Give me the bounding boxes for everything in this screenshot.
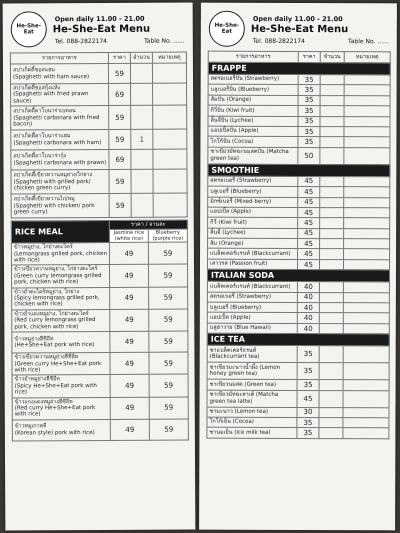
item-name: สปาเก็ตตี้คาโบนาร่าเบคอน (Spaghetti carbonara with fried bacon)	[11, 106, 109, 131]
note-cell[interactable]	[343, 346, 389, 363]
note-cell[interactable]	[343, 260, 389, 271]
blueberry-price[interactable]: 59	[149, 397, 188, 419]
item-name: ข้าวหมูย่างฮีชีอีท (He+She+Eat pork with rice)	[12, 332, 110, 354]
drink-row	[207, 417, 389, 428]
drink-row	[208, 74, 390, 85]
rice-meal-row	[12, 287, 188, 310]
spaghetti-row	[11, 83, 187, 106]
drinks-table	[206, 51, 390, 439]
spaghetti-row	[11, 149, 187, 170]
col-qty: จำนวน	[320, 52, 344, 63]
drink-price: 45	[298, 207, 320, 217]
section-title: ITALIAN SODA	[207, 269, 389, 282]
blueberry-price[interactable]: 59	[149, 331, 188, 352]
drink-name: ส้มปั่น (Orange)	[208, 95, 298, 106]
drink-price: 40	[297, 282, 319, 292]
rice-meal-row	[11, 264, 187, 287]
spaghetti-row	[10, 63, 186, 84]
drink-row	[207, 362, 389, 380]
drink-price: 35	[298, 106, 320, 116]
qty-cell[interactable]	[319, 282, 343, 292]
item-name: ข้าวยำหมูย่างฮีชีอีท (Spicy He+She+Eat pork with rice)	[12, 375, 110, 398]
jasmine-price[interactable]: 49	[110, 375, 149, 397]
jasmine-price[interactable]: 49	[110, 309, 149, 331]
spaghetti-row	[11, 193, 187, 218]
note-cell[interactable]	[344, 208, 390, 219]
drink-row	[207, 407, 389, 418]
item-price: 69	[109, 150, 131, 170]
blueberry-price[interactable]: 59	[148, 264, 187, 286]
note-cell[interactable]	[343, 303, 389, 314]
note-cell[interactable]	[344, 249, 390, 260]
drink-row	[208, 85, 390, 96]
drink-name: แอปเปิ้ล (Apple)	[208, 207, 298, 218]
drink-name: กีวี่ปั่น (Kiwi fruit)	[208, 105, 298, 116]
drink-price: 40	[297, 323, 319, 333]
drink-name: ชานมเย็น (Ice milk tea)	[207, 428, 297, 439]
note-cell[interactable]	[344, 95, 390, 106]
drink-name: ชาเขียวนมสด (Green tea)	[207, 379, 297, 390]
note-cell[interactable]	[344, 218, 390, 229]
note-cell[interactable]	[344, 197, 390, 208]
drink-name: บลูเบอรี่ (Blueberry)	[207, 302, 297, 313]
drink-price: 35	[297, 363, 319, 380]
drink-name: สตรอเบอรี่ปั่น (Strawberry)	[208, 74, 298, 85]
qty-cell[interactable]	[319, 346, 343, 363]
drink-name: มิกซ์เบอรี่ (Mixed berry)	[208, 197, 298, 208]
qty-cell[interactable]	[319, 407, 343, 417]
drink-name: ลิ้นจี่ (Lychee)	[208, 228, 298, 239]
drink-row	[208, 249, 390, 260]
qty-cell[interactable]	[131, 83, 153, 105]
drink-price: 35	[297, 417, 319, 427]
col-qty: จำนวน	[130, 52, 152, 63]
qty-cell[interactable]	[319, 380, 343, 390]
qty-cell[interactable]	[319, 363, 343, 380]
note-cell[interactable]	[343, 292, 389, 303]
note-cell[interactable]	[344, 239, 390, 250]
drink-name: ชาเขียวมัทฉะลาเต้ (Matcha green tea latte)	[207, 390, 297, 407]
qty-cell[interactable]	[319, 313, 343, 323]
section-title: ICE TEA	[207, 333, 389, 346]
note-cell[interactable]	[343, 323, 389, 334]
drink-price: 45	[298, 176, 320, 186]
note-cell[interactable]	[344, 116, 390, 127]
note-cell[interactable]	[153, 149, 187, 169]
drink-row	[207, 345, 389, 363]
drink-name: ส้ม (Orange)	[208, 238, 298, 249]
note-cell[interactable]	[152, 63, 186, 83]
note-cell[interactable]	[344, 228, 390, 239]
drink-price: 30	[297, 407, 319, 417]
item-name: ข้าวแกงแดงหมูย่างฮีชีอีท (Red curry He+She+Eat pork with rice)	[12, 397, 110, 420]
drink-row	[208, 147, 390, 165]
blueberry-rice-header: Blueberry (purple rice)	[148, 229, 187, 242]
note-cell[interactable]	[344, 176, 390, 187]
drink-price: 45	[298, 187, 320, 197]
qty-cell[interactable]	[320, 197, 344, 207]
drink-price: 45	[298, 249, 320, 259]
blueberry-price[interactable]: 59	[149, 374, 188, 396]
column-header-row	[208, 51, 390, 63]
drink-name: แบล็คเคอร์แรนท์ (Blackcurrant)	[207, 281, 297, 292]
drink-row	[208, 186, 390, 197]
qty-cell[interactable]	[320, 116, 344, 126]
menu-header	[3, 3, 193, 46]
qty-cell[interactable]	[131, 169, 153, 193]
item-name: ข้าวเขียวหวานหมูย่าง, ไก่ย่างตะไคร้ (Green curry lemongrass grilled pork, chicken with rice)	[11, 265, 109, 288]
section-title: SMOOTHIE	[208, 164, 390, 177]
qty-cell[interactable]	[319, 292, 343, 302]
note-cell[interactable]	[343, 390, 389, 407]
qty-cell[interactable]	[319, 418, 343, 428]
col-item: รายการอาหาร	[208, 51, 298, 62]
drink-row	[207, 259, 389, 270]
item-name: สปาเก็ตตี้เขียวหวานหมูย่าง/ไก่ย่าง (Spaghetti with grilled pork/ chicken green curry)	[11, 170, 109, 195]
menu-title: He-She-Eat Menu	[250, 23, 349, 36]
blueberry-price[interactable]: 59	[149, 287, 188, 309]
drink-price: 45	[298, 228, 320, 238]
rice-meal-row	[12, 374, 188, 397]
drink-name: กีวี่ (Kiwi fruit)	[208, 217, 298, 228]
rice-meal-row	[12, 352, 188, 375]
restaurant-logo-icon: He-She-Eat	[209, 11, 245, 47]
menu-title: He-She-Eat Menu	[52, 23, 151, 36]
note-cell[interactable]	[153, 193, 187, 217]
item-price: 59	[108, 63, 130, 83]
phone-number: Tel. 088-2822174	[54, 37, 108, 46]
drink-price: 45	[298, 239, 320, 249]
note-cell[interactable]	[153, 169, 187, 193]
drink-row	[207, 292, 389, 303]
qty-cell[interactable]	[320, 137, 344, 147]
blueberry-price[interactable]: 59	[149, 352, 188, 374]
section-header	[208, 164, 390, 177]
section-header	[208, 62, 390, 75]
drink-row	[208, 126, 390, 137]
drink-name: สตรอเบอรี่ (Strawberry)	[208, 176, 298, 187]
qty-cell[interactable]	[319, 323, 343, 333]
item-price: 69	[109, 83, 131, 105]
item-name: ข้าวยำตะไคร้หมูย่าง, ไก่ย่าง (Spicy lemongrass grilled pork, chicken with rice)	[12, 287, 110, 310]
qty-cell[interactable]	[320, 249, 344, 259]
note-cell[interactable]	[344, 106, 390, 117]
drink-row	[208, 207, 390, 218]
qty-cell[interactable]	[131, 193, 153, 217]
note-cell[interactable]	[153, 83, 187, 105]
item-name: สปาเก็ตตี้คาโบนาร่าแฮม (Spaghetti carbonara with ham)	[11, 130, 109, 151]
drink-price: 35	[298, 74, 320, 84]
spaghetti-row	[11, 105, 187, 130]
item-name: สปาเก็ตตี้คาโบนาร่ากุ้ง (Spaghetti carbonara with prawn)	[11, 150, 109, 171]
qty-cell[interactable]	[320, 106, 344, 116]
jasmine-price[interactable]: 49	[110, 287, 149, 309]
section-header	[207, 269, 389, 282]
qty-cell[interactable]	[319, 428, 343, 438]
item-price: 59	[109, 194, 131, 218]
drink-price: 45	[297, 259, 319, 269]
drink-price: 35	[297, 380, 319, 390]
drink-name: โกโก้เย็น (Cocoa)	[207, 417, 297, 428]
item-name: สปาเก็ตตี้ซอสกุ้งแห้ง (Spaghetti with fried prawn sauce)	[11, 83, 109, 106]
blueberry-price[interactable]: 59	[149, 419, 188, 440]
table-number-field[interactable]: Table No. ......	[144, 37, 185, 45]
qty-cell[interactable]	[320, 176, 344, 186]
rice-meal-row	[12, 309, 188, 332]
drink-name: ชาเขียวมะนาวน้ำผึ้ง (Lemon honey green tea)	[207, 362, 297, 379]
jasmine-price[interactable]: 49	[109, 265, 148, 287]
drink-row	[208, 137, 390, 148]
drink-name: ชามะนาว (Lemon tea)	[207, 407, 297, 418]
drink-name: แอปเปิ้ลปั่น (Apple)	[208, 126, 298, 137]
drink-name: แบล็คเคอร์แรนท์ (Blackcurrant)	[208, 249, 298, 260]
jasmine-price[interactable]: 49	[110, 331, 149, 352]
item-price: 59	[109, 130, 131, 150]
drink-price: 35	[298, 95, 320, 105]
drink-row	[208, 105, 390, 116]
drink-row	[208, 197, 390, 208]
note-cell[interactable]	[343, 282, 389, 293]
drink-row	[207, 313, 389, 324]
drink-row	[208, 217, 390, 228]
spaghetti-row	[11, 169, 187, 194]
rice-price-header: ราคา / จานละ	[109, 220, 187, 229]
drink-name: โกโก้ปั่น (Cocoa)	[208, 137, 298, 148]
qty-cell[interactable]	[131, 105, 153, 129]
jasmine-rice-header: Jasmine rice (white rice)	[109, 229, 148, 242]
drink-name: แอปเปิ้ล (Apple)	[207, 313, 297, 324]
qty-cell[interactable]	[320, 218, 344, 228]
item-name: ข้าวยำแดงหมูย่าง, ไก่ย่างตะไคร้ (Red curry lemongrass grilled pork, chicken with rice)	[12, 309, 110, 332]
drink-price: 35	[298, 126, 320, 136]
note-cell[interactable]	[344, 85, 390, 96]
qty-cell[interactable]	[319, 259, 343, 269]
item-name: ข้าวหมูย่าง, ไก่ย่างตะไคร้ (Lemongrass grilled pork, chicken with rice)	[11, 243, 109, 266]
drink-row	[207, 281, 389, 292]
drink-row	[208, 95, 390, 106]
drink-name: ชาเขียวมัทฉะนมสดปั่น (Matcha green tea)	[208, 147, 298, 164]
drink-name: บลูเบอรี่ปั่น (Blueberry)	[208, 85, 298, 96]
drink-row	[207, 379, 389, 390]
jasmine-price[interactable]: 49	[110, 352, 149, 374]
qty-cell[interactable]	[319, 390, 343, 407]
drink-price: 35	[298, 85, 320, 95]
drink-name: สตรอเบอรี่ (Strawberry)	[207, 292, 297, 303]
note-cell[interactable]	[343, 313, 389, 324]
drink-price: 45	[298, 218, 320, 228]
jasmine-price[interactable]: 49	[109, 242, 148, 264]
note-cell[interactable]	[343, 380, 389, 391]
drink-price: 50	[298, 147, 320, 164]
col-price: ราคา	[298, 51, 320, 62]
rice-meal-title: RICE MEAL	[11, 221, 109, 244]
qty-cell[interactable]	[320, 147, 344, 164]
col-note: หมายเหตุ	[152, 52, 186, 63]
drink-price: 45	[298, 197, 320, 207]
note-cell[interactable]	[343, 363, 389, 380]
note-cell[interactable]	[344, 137, 390, 148]
jasmine-price[interactable]: 49	[110, 419, 149, 440]
drink-row	[208, 176, 390, 187]
table-number-field[interactable]: Table No. ......	[348, 38, 389, 46]
drink-row	[207, 390, 389, 408]
drink-name: เสาวรส (Passion fruit)	[207, 259, 297, 270]
col-price: ราคา	[108, 52, 130, 63]
blueberry-price[interactable]: 59	[149, 309, 188, 331]
note-cell[interactable]	[344, 75, 390, 86]
spaghetti-table	[10, 52, 188, 219]
drink-row	[207, 302, 389, 313]
restaurant-logo-icon: He-She-Eat	[11, 11, 47, 47]
note-cell[interactable]	[153, 129, 187, 149]
section-title: FRAPPE	[208, 62, 390, 75]
item-name: ข้าวเขียวหวานหมูย่างฮีชีอีท (Green curry He+She+Eat pork with rice)	[12, 353, 110, 376]
jasmine-price[interactable]: 49	[110, 397, 149, 419]
qty-cell[interactable]	[131, 149, 153, 169]
rice-header-row	[11, 220, 187, 230]
menu-sheet-left	[3, 3, 196, 531]
drink-price: 35	[298, 137, 320, 147]
opening-hours: Open daily 11.00 - 21.00	[252, 14, 343, 24]
note-cell[interactable]	[344, 187, 390, 198]
note-cell[interactable]	[344, 147, 390, 164]
qty-cell[interactable]: 1	[131, 129, 153, 149]
qty-cell[interactable]	[320, 127, 344, 137]
spaghetti-row	[11, 129, 187, 150]
drink-row	[207, 428, 389, 439]
drink-price: 35	[297, 346, 319, 363]
note-cell[interactable]	[343, 418, 389, 429]
rice-meal-row	[12, 397, 188, 420]
drink-name: ลิ้นจี่ปั่น (Lychee)	[208, 116, 298, 127]
drink-price: 35	[297, 428, 319, 438]
section-header	[207, 333, 389, 346]
drink-name: ชาแบล็คเคอร์แรนท์ (Blackcurrant tea)	[207, 345, 297, 362]
drink-price: 40	[297, 292, 319, 302]
column-header-row	[10, 52, 186, 64]
rice-meal-row	[12, 331, 188, 353]
drink-price: 40	[297, 313, 319, 323]
drink-name: บลูเบอรี่ (Blueberry)	[208, 186, 298, 197]
item-name: สปาเก็ตตี้เขียวหวานไก่/หมู (Spaghetti with chicken/ pork green curry)	[11, 194, 109, 219]
drink-row	[207, 323, 389, 334]
drink-price: 40	[297, 303, 319, 313]
qty-cell[interactable]	[320, 95, 344, 105]
drink-price: 35	[298, 116, 320, 126]
qty-cell[interactable]	[320, 85, 344, 95]
col-note: หมายเหตุ	[344, 52, 390, 63]
item-name: สปาเก็ตตี้ซอสแฮม (Spaghetti with ham sauce)	[10, 63, 108, 84]
item-name: ข้าวหมูเกาหลี (Korean style) pork with rice)	[12, 419, 110, 441]
item-price: 59	[109, 170, 131, 194]
drink-row	[208, 116, 390, 127]
note-cell[interactable]	[344, 127, 390, 138]
drink-row	[208, 238, 390, 249]
qty-cell[interactable]	[320, 239, 344, 249]
qty-cell[interactable]	[319, 303, 343, 313]
note-cell[interactable]	[343, 407, 389, 418]
phone-number: Tel. 088-2822174	[252, 37, 305, 46]
drink-price: 45	[297, 390, 319, 407]
qty-cell[interactable]	[320, 228, 344, 238]
qty-cell[interactable]	[130, 63, 152, 83]
item-price: 59	[109, 106, 131, 130]
drink-row	[208, 228, 390, 239]
qty-cell[interactable]	[320, 207, 344, 217]
menu-header	[201, 3, 397, 46]
qty-cell[interactable]	[320, 187, 344, 197]
drink-name: บลูฮาวาย (Blue Hawaii)	[207, 323, 297, 334]
rice-meal-row	[12, 419, 188, 441]
rice-meal-row	[11, 242, 187, 265]
note-cell[interactable]	[343, 428, 389, 439]
col-item: รายการอาหาร	[10, 52, 108, 64]
qty-cell[interactable]	[320, 75, 344, 85]
blueberry-price[interactable]: 59	[148, 242, 187, 264]
note-cell[interactable]	[153, 105, 187, 129]
opening-hours: Open daily 11.00 - 21.00	[54, 14, 145, 24]
rice-meal-table	[11, 220, 189, 441]
menu-sheet-right	[199, 3, 397, 531]
